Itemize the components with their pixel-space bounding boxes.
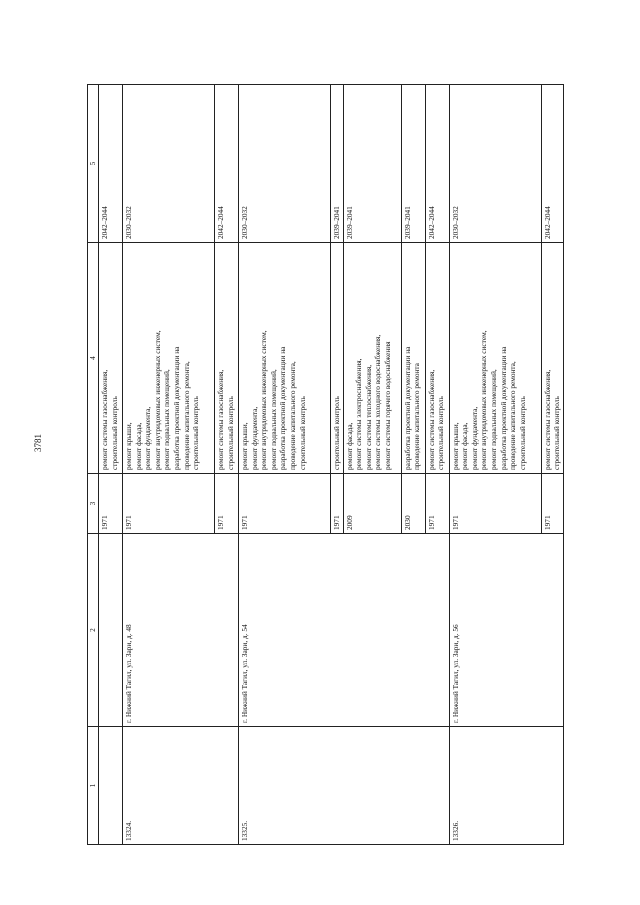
cell-works <box>449 243 541 474</box>
cell-address-empty <box>99 534 123 727</box>
cell-year: 2009 <box>343 474 401 534</box>
cell-object-number: 13325. <box>239 727 450 845</box>
cell-works <box>99 243 123 474</box>
cell-number-empty <box>99 727 123 845</box>
table-body <box>99 85 564 845</box>
cell-works <box>239 243 331 474</box>
work-item: ремонт системы горячего водоснабжения <box>382 341 392 470</box>
work-item: ремонт фасада, <box>344 422 354 470</box>
work-item: ремонт системы газоснабжения, <box>426 369 436 470</box>
work-item: ремонт крыши, <box>240 422 249 470</box>
work-item: строительный контроль <box>552 396 562 470</box>
work-item: ремонт подвальных помещений, <box>162 369 172 470</box>
cell-works <box>123 243 215 474</box>
work-item: ремонт фундамента, <box>249 406 259 470</box>
cell-year: 1971 <box>541 474 563 534</box>
cell-year: 1971 <box>239 474 331 534</box>
cell-address: г. Нижний Тагил, ул. Зари, д. 48 <box>123 534 239 727</box>
cell-period: 2039–2041 <box>401 85 425 243</box>
cell-period: 2042–2044 <box>425 85 449 243</box>
cell-year: 2030 <box>401 474 425 534</box>
work-item: ремонт внутридомовых инженерных систем, <box>479 330 489 470</box>
work-item: проведение капитального ремонта, <box>181 361 191 470</box>
work-item: ремонт фасада, <box>460 422 470 470</box>
cell-object-number: 13326. <box>449 727 563 845</box>
work-item: ремонт системы холодного водоснабжения, <box>373 334 383 470</box>
work-item: ремонт системы газоснабжения, <box>100 369 109 470</box>
work-item: ремонт крыши, <box>450 422 460 470</box>
header-col-4: 4 <box>88 243 99 474</box>
work-item: разработка проектной документации на <box>278 346 288 470</box>
cell-works <box>425 243 449 474</box>
work-item: разработка проектной документации на <box>498 346 508 470</box>
work-item: строительный контроль <box>436 396 446 470</box>
work-item: строительный контроль <box>109 396 119 470</box>
cell-year: 1971 <box>123 474 215 534</box>
program-table-frame <box>87 85 579 845</box>
cell-year: 1971 <box>99 474 123 534</box>
cell-period: 2042–2044 <box>541 85 563 243</box>
work-item: ремонт системы газоснабжения, <box>216 369 225 470</box>
work-item: строительный контроль <box>191 396 201 470</box>
header-row <box>88 85 99 845</box>
cell-works <box>343 243 401 474</box>
work-item: ремонт фундамента, <box>469 406 479 470</box>
work-item: ремонт внутридомовых инженерных систем, <box>152 330 162 470</box>
work-item: проведение капитального ремонта <box>412 363 422 470</box>
work-item: ремонт системы электроснабжения, <box>354 358 364 470</box>
work-item: разработка проектной документации на <box>402 346 412 470</box>
table-row <box>99 85 123 845</box>
work-item: строительный контроль <box>225 396 235 470</box>
work-item: проведение капитального ремонта, <box>287 361 297 470</box>
cell-year: 1971 <box>425 474 449 534</box>
work-item: ремонт внутридомовых инженерных систем, <box>259 330 269 470</box>
table-row <box>123 85 215 845</box>
work-item: разработка проектной документации на <box>171 346 181 470</box>
cell-period: 2042–2044 <box>215 85 239 243</box>
table-row <box>449 85 541 845</box>
header-col-2: 2 <box>88 534 99 727</box>
cell-year: 1971 <box>449 474 541 534</box>
work-item: ремонт системы теплоснабжения, <box>363 364 373 470</box>
cell-works <box>401 243 425 474</box>
program-table <box>87 84 564 845</box>
work-item: ремонт фундамента, <box>143 406 153 470</box>
cell-period: 2039–2041 <box>331 85 344 243</box>
cell-works <box>541 243 563 474</box>
cell-year: 1971 <box>215 474 239 534</box>
work-item: строительный контроль <box>517 396 527 470</box>
cell-year: 1971 <box>331 474 344 534</box>
cell-address: г. Нижний Тагил, ул. Зари, д. 56 <box>449 534 563 727</box>
cell-object-number: 13324. <box>123 727 239 845</box>
cell-period: 2042–2044 <box>99 85 123 243</box>
cell-works <box>331 243 344 474</box>
work-item: проведение капитального ремонта, <box>508 361 518 470</box>
work-item: строительный контроль <box>332 396 341 470</box>
table-row <box>239 85 331 845</box>
work-item: ремонт системы газоснабжения, <box>542 369 552 470</box>
work-item: ремонт подвальных помещений, <box>268 369 278 470</box>
work-item: ремонт крыши, <box>124 422 133 470</box>
work-item: ремонт подвальных помещений, <box>488 369 498 470</box>
header-col-1: 1 <box>88 727 99 845</box>
cell-address: г. Нижний Тагил, ул. Зари, д. 54 <box>239 534 450 727</box>
cell-period: 2030–2032 <box>123 85 215 243</box>
header-col-3: 3 <box>88 474 99 534</box>
cell-period: 2030–2032 <box>449 85 541 243</box>
work-item: ремонт фасада, <box>133 422 143 470</box>
cell-period: 2039–2041 <box>343 85 401 243</box>
header-col-5: 5 <box>88 85 99 243</box>
cell-period: 2030–2032 <box>239 85 331 243</box>
work-item: строительный контроль <box>297 396 307 470</box>
page-number-text: 3781 <box>33 434 43 452</box>
cell-works <box>215 243 239 474</box>
